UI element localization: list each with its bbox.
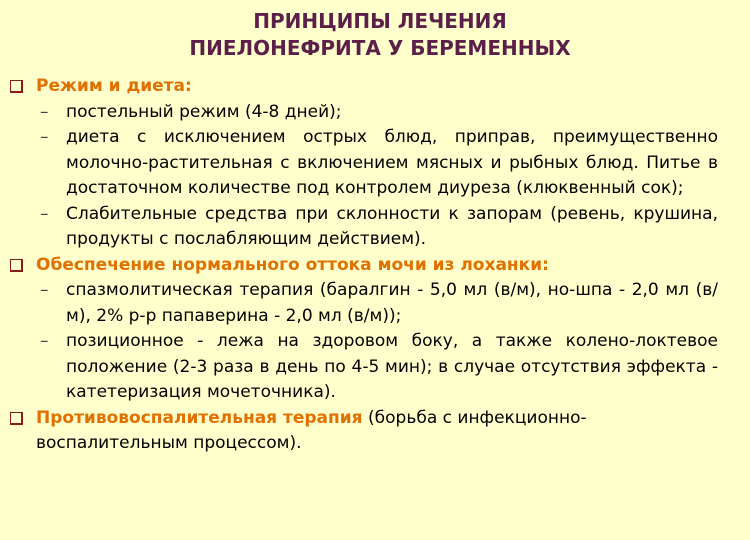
list-item-text: спазмолитическая терапия (баралгин - 5,0 мл (в/м), но-шпа - 2,0 мл (в/м), 2% р-р папаверина - 2,0 мл (в/м)); <box>66 280 718 326</box>
list-item <box>10 100 718 126</box>
title-line-1: ПРИНЦИПЫ ЛЕЧЕНИЯ <box>253 9 507 33</box>
square-bullet-icon <box>10 80 23 93</box>
section-heading: Режим и диета: <box>36 76 192 96</box>
square-bullet-icon <box>10 259 23 272</box>
slide-content <box>10 74 718 457</box>
list-item <box>10 329 718 406</box>
title-line-2: ПИЕЛОНЕФРИТА У БЕРЕМЕННЫХ <box>189 36 571 60</box>
list-item-text: постельный режим (4-8 дней); <box>66 101 342 122</box>
square-bullet-icon <box>10 412 23 425</box>
dash-icon: – <box>40 127 49 147</box>
section-anti-inflammatory <box>10 406 718 457</box>
section-heading: Противовоспалительная терапия <box>36 407 363 428</box>
list-item-text: позиционное - лежа на здоровом боку, а также колено-локтевое положение (2-3 раза в день по 4-5 мин); в случае отсутствия эффекта - катетеризация мочеточника). <box>66 331 718 402</box>
dash-icon: – <box>40 280 49 300</box>
dash-icon: – <box>40 101 49 122</box>
section-urine-outflow <box>10 253 718 279</box>
list-item-text: диета с исключением острых блюд, приправ, преимущественно молочно-растительная с включением мясных и рыбных блюд. Питье в достаточном количестве под контролем диуреза (клюквенный сок); <box>66 127 718 198</box>
section-regime-diet <box>10 74 718 100</box>
list-item-text: Слабительные средства при склонности к запорам (ревень, крушина, продукты с послабляющим действием). <box>66 203 718 249</box>
dash-icon: – <box>40 203 49 224</box>
list-item <box>10 202 718 253</box>
slide-title <box>0 8 750 62</box>
section-heading: Обеспечение нормального оттока мочи из лоханки: <box>36 254 549 275</box>
list-item <box>10 125 718 202</box>
section-heading-tail: (борьба с инфекционно-воспалительным процессом). <box>36 407 587 453</box>
dash-icon: – <box>40 331 49 351</box>
list-item <box>10 278 718 329</box>
